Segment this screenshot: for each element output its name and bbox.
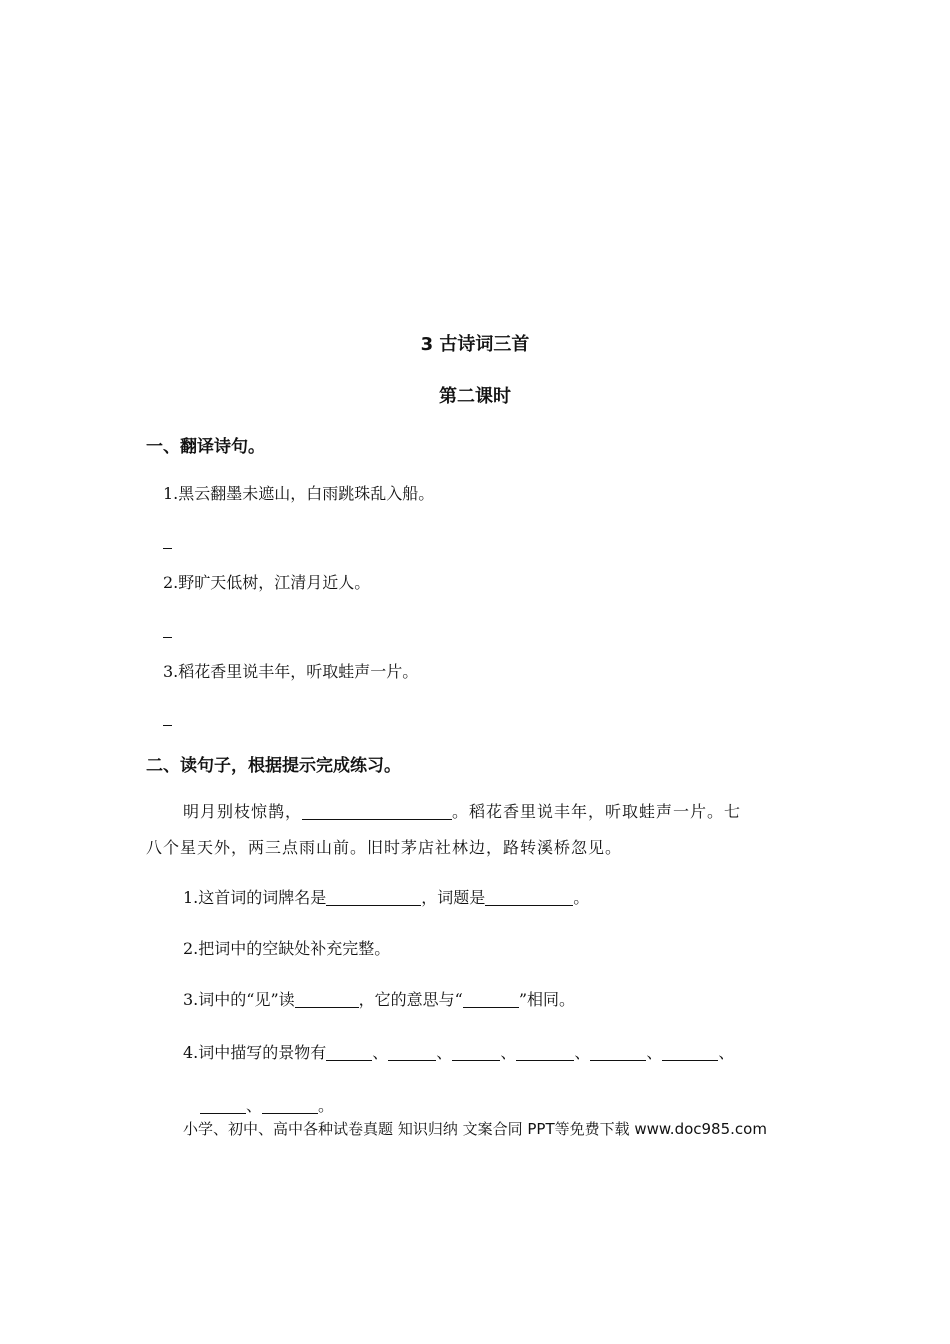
poem-part-2: 。稻花香里说丰年，听取蛙声一片。七: [452, 802, 742, 821]
poem-line-2: 八个星天外，两三点雨山前。旧时茅店社林边，路转溪桥忽见。: [146, 838, 623, 857]
scenery-blank[interactable]: [516, 1044, 574, 1061]
pronunciation-blank[interactable]: [295, 991, 359, 1008]
question-2-1: [183, 888, 589, 908]
question-2-3: [183, 990, 575, 1010]
separator: 、: [646, 1043, 663, 1062]
scenery-blank[interactable]: [326, 1044, 372, 1061]
citi-blank[interactable]: [485, 889, 573, 906]
separator: 、: [246, 1096, 263, 1115]
scenery-blank[interactable]: [388, 1044, 436, 1061]
answer-line-2[interactable]: [163, 623, 172, 642]
scenery-blank[interactable]: [452, 1044, 500, 1061]
question-1-2: 2.野旷天低树，江清月近人。: [163, 573, 371, 592]
separator: 、: [372, 1043, 389, 1062]
q1-text-a: 1.这首词的词牌名是: [183, 888, 327, 907]
poem-blank[interactable]: [302, 803, 452, 820]
poem-line-1: [183, 802, 741, 822]
page-title: 3 古诗词三首: [420, 334, 530, 355]
separator: 、: [574, 1043, 591, 1062]
poem-part-1: 明月别枝惊鹊，: [183, 802, 303, 821]
q3-text-c: ”相同。: [518, 990, 576, 1009]
separator: 、: [718, 1043, 735, 1062]
scenery-blank[interactable]: [200, 1097, 246, 1114]
q3-text-b: ，它的意思与“: [358, 990, 463, 1009]
q1-text-c: 。: [573, 888, 590, 907]
question-1-1: 1.黑云翻墨未遮山，白雨跳珠乱入船。: [163, 484, 435, 503]
page-subtitle: 第二课时: [439, 386, 511, 407]
separator: 、: [436, 1043, 453, 1062]
scenery-blank[interactable]: [590, 1044, 646, 1061]
section-2-heading: 二、读句子，根据提示完成练习。: [146, 756, 401, 776]
answer-line-1[interactable]: [163, 534, 172, 553]
question-2-4: [183, 1043, 734, 1063]
section-1-heading: 一、翻译诗句。: [146, 437, 265, 457]
cipai-blank[interactable]: [326, 889, 421, 906]
question-1-3: 3.稻花香里说丰年，听取蛙声一片。: [163, 662, 419, 681]
question-2-4-continued: [200, 1096, 334, 1116]
end-mark: 。: [318, 1096, 335, 1115]
scenery-blank[interactable]: [662, 1044, 718, 1061]
answer-line-3[interactable]: [163, 711, 172, 730]
separator: 、: [500, 1043, 517, 1062]
q4-text-a: 4.词中描写的景物有: [183, 1043, 327, 1062]
q1-text-b: ，词题是: [421, 888, 486, 907]
footer-banner: 小学、初中、高中各种试卷真题 知识归纳 文案合同 PPT等免费下载 www.doc985.com: [183, 1120, 767, 1138]
scenery-blank[interactable]: [262, 1097, 318, 1114]
q3-text-a: 3.词中的“见”读: [183, 990, 295, 1009]
meaning-blank[interactable]: [463, 991, 519, 1008]
question-2-2: 2.把词中的空缺处补充完整。: [183, 939, 391, 958]
